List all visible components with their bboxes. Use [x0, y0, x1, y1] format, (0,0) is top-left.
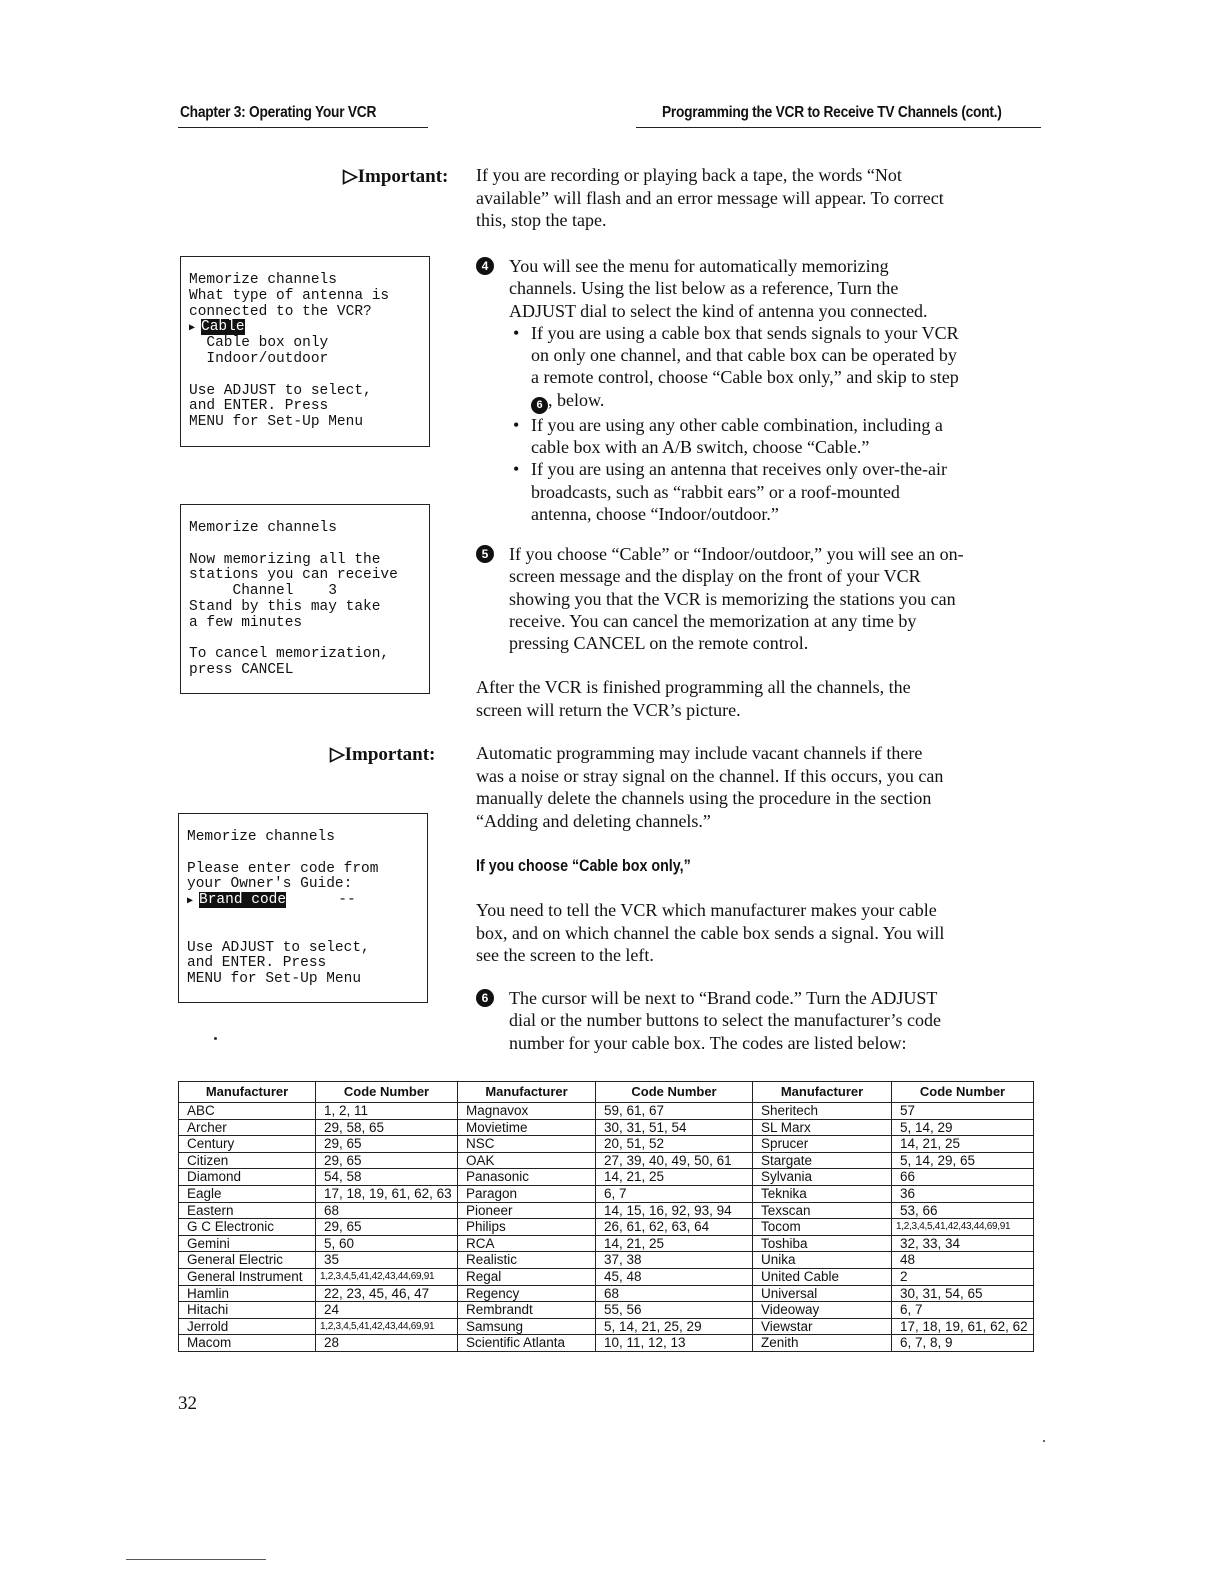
manufacturer-cell: Movietime [458, 1119, 596, 1136]
screen-text: MENU for Set-Up Menu [187, 971, 362, 988]
step-4 [476, 255, 1046, 525]
manufacturer-cell: Archer [179, 1119, 316, 1136]
manufacturer-cell: Zenith [753, 1335, 892, 1352]
text-line: • If you are using an antenna that receives only over-the-air [531, 459, 947, 480]
step-number-badge: 5 [476, 545, 494, 563]
step-ref-badge: 6 [531, 397, 548, 414]
code-number-cell: 5, 14, 21, 25, 29 [596, 1318, 753, 1335]
code-number-cell: 36 [892, 1185, 1034, 1202]
column-header: Code Number [892, 1082, 1034, 1103]
table-row [179, 1219, 1034, 1236]
screen-text: press CANCEL [189, 662, 294, 679]
manufacturer-cell: Citizen [179, 1152, 316, 1169]
text-line: manually delete the channels using the procedure in the section [476, 788, 932, 808]
brand-code-field[interactable] [187, 893, 427, 909]
manufacturer-cell: Teknika [753, 1185, 892, 1202]
manufacturer-cell: Magnavox [458, 1103, 596, 1120]
screen-text: a few minutes [189, 614, 303, 631]
table-row [179, 1119, 1034, 1136]
menu-option[interactable] [189, 352, 429, 368]
manufacturer-cell: Toshiba [753, 1235, 892, 1252]
manufacturer-cell: Jerrold [179, 1318, 316, 1335]
step-5 [476, 543, 1046, 654]
text-line: dial or the number buttons to select the manufacturer’s code [509, 1010, 942, 1031]
code-number-cell: 6, 7, 8, 9 [892, 1335, 1034, 1352]
code-number-cell: 26, 61, 62, 63, 64 [596, 1219, 753, 1236]
code-number-cell: 22, 23, 45, 46, 47 [316, 1285, 458, 1302]
manufacturer-cell: Unika [753, 1252, 892, 1269]
code-number-cell: 53, 66 [892, 1202, 1034, 1219]
code-number-cell: 5, 60 [316, 1235, 458, 1252]
code-number-cell: 45, 48 [596, 1268, 753, 1285]
table-row [179, 1252, 1034, 1269]
manufacturer-cell: Regal [458, 1268, 596, 1285]
important-note [476, 742, 1046, 832]
channel-readout: Channel 3 [189, 583, 337, 600]
text-line: this, stop the tape. [476, 210, 607, 230]
code-number-cell: 6, 7 [892, 1302, 1034, 1319]
code-number-cell: 30, 31, 54, 65 [892, 1285, 1034, 1302]
screen-text: and ENTER. Press [187, 955, 327, 972]
column-header: Manufacturer [179, 1082, 316, 1103]
code-number-cell: 1,2,3,4,5,41,42,43,44,69,91 [892, 1219, 1034, 1236]
text-line: available” will flash and an error message will appear. To correct [476, 187, 944, 208]
manufacturer-cell: Gemini [179, 1235, 316, 1252]
code-number-cell: 48 [892, 1252, 1034, 1269]
text-line: a remote control, choose “Cable box only,” and skip to step [531, 367, 959, 388]
text-line: Automatic programming may include vacant channels if there [476, 743, 923, 763]
tv-screen-brand-code [178, 813, 428, 1003]
page-number: 32 [178, 1393, 197, 1414]
manufacturer-cell: Diamond [179, 1169, 316, 1186]
cursor-arrow-icon: ▶ [187, 896, 200, 908]
code-number-cell: 14, 21, 25 [892, 1136, 1034, 1153]
text-line: broadcasts, such as “rabbit ears” or a roof-mounted [531, 481, 900, 502]
step-number-badge: 6 [476, 989, 494, 1007]
chapter-title: Chapter 3: Operating Your VCR [180, 104, 377, 121]
code-number-cell: 68 [316, 1202, 458, 1219]
manufacturer-cell: NSC [458, 1136, 596, 1153]
table-row [179, 1169, 1034, 1186]
screen-text: MENU for Set-Up Menu [189, 414, 364, 431]
menu-option[interactable] [189, 336, 429, 352]
screen-title: Memorize channels [189, 272, 337, 288]
text-line: channels. Using the list below as a reference, Turn the [509, 278, 899, 299]
code-number-cell: 6, 7 [596, 1185, 753, 1202]
text-line: see the screen to the left. [476, 945, 654, 965]
column-header: Manufacturer [458, 1082, 596, 1103]
important-label: ▷Important: [343, 166, 449, 187]
important-label: ▷Important: [330, 744, 436, 765]
column-header: Code Number [596, 1082, 753, 1103]
code-number-cell: 1,2,3,4,5,41,42,43,44,69,91 [316, 1268, 458, 1285]
code-number-cell: 29, 58, 65 [316, 1119, 458, 1136]
code-number-cell: 29, 65 [316, 1136, 458, 1153]
bullet-item [531, 322, 1046, 414]
screen-text: Now memorizing all the [189, 551, 381, 568]
step-number-badge: 4 [476, 257, 494, 275]
code-number-cell: 29, 65 [316, 1152, 458, 1169]
manufacturer-cell: SL Marx [753, 1119, 892, 1136]
manufacturer-cell: RCA [458, 1235, 596, 1252]
menu-option-label: Cable [201, 319, 245, 336]
code-number-cell: 28 [316, 1335, 458, 1352]
code-number-cell: 32, 33, 34 [892, 1235, 1034, 1252]
code-number-cell: 29, 65 [316, 1219, 458, 1236]
table-row [179, 1318, 1034, 1335]
manufacturer-cell: General Instrument [179, 1268, 316, 1285]
manufacturer-cell: Realistic [458, 1252, 596, 1269]
bottom-link-underline [126, 1559, 266, 1560]
cursor-arrow-icon: ▶ [189, 323, 202, 335]
text-line: cable box with an A/B switch, choose “Cable.” [531, 437, 870, 458]
menu-option-label: Indoor/outdoor [206, 350, 329, 367]
table-row [179, 1103, 1034, 1120]
table-row [179, 1185, 1034, 1202]
step-6 [476, 987, 1046, 1054]
text-line: receive. You can cancel the memorization at any time by [509, 610, 917, 631]
menu-option-label: Cable box only [206, 335, 329, 352]
manufacturer-cell: United Cable [753, 1268, 892, 1285]
table-row [179, 1285, 1034, 1302]
code-number-cell: 10, 11, 12, 13 [596, 1335, 753, 1352]
manufacturer-cell: Century [179, 1136, 316, 1153]
manufacturer-cell: Regency [458, 1285, 596, 1302]
tv-screen-antenna-type [180, 256, 430, 447]
text-line: pressing CANCEL on the remote control. [509, 633, 809, 654]
header-rule-left [178, 127, 428, 128]
code-number-cell: 54, 58 [316, 1169, 458, 1186]
manufacturer-cell: General Electric [179, 1252, 316, 1269]
table-row [179, 1268, 1034, 1285]
manufacturer-cell: Sheritech [753, 1103, 892, 1120]
text-line: was a noise or stray signal on the channel. If this occurs, you can [476, 765, 944, 786]
manufacturer-cell: Stargate [753, 1152, 892, 1169]
manufacturer-cell: Paragon [458, 1185, 596, 1202]
cable-box-paragraph [476, 899, 1046, 967]
code-number-cell: 27, 39, 40, 49, 50, 61 [596, 1152, 753, 1169]
scan-speck [214, 1037, 217, 1040]
menu-option-selected[interactable] [189, 320, 429, 336]
manufacturer-cell: Macom [179, 1335, 316, 1352]
manufacturer-cell: Panasonic [458, 1169, 596, 1186]
after-paragraph [476, 676, 1046, 721]
code-number-cell: 1,2,3,4,5,41,42,43,44,69,91 [316, 1318, 458, 1335]
screen-text: Stand by this may take [189, 598, 381, 615]
table-row [179, 1152, 1034, 1169]
text-line: screen will return the VCR’s picture. [476, 699, 741, 720]
screen-text: your Owner's Guide: [187, 876, 353, 893]
code-number-cell: 57 [892, 1103, 1034, 1120]
text-line: The cursor will be next to “Brand code.” Turn the ADJUST [509, 988, 938, 1008]
screen-text: Please enter code from [187, 860, 379, 877]
code-number-cell: 66 [892, 1169, 1034, 1186]
text-line: You will see the menu for automatically memorizing [509, 256, 889, 276]
text-line: antenna, choose “Indoor/outdoor.” [531, 503, 779, 524]
subheading-cable-box-only: If you choose “Cable box only,” [476, 856, 691, 875]
code-number-cell: 14, 21, 25 [596, 1235, 753, 1252]
header-rule-right [636, 127, 1041, 128]
manufacturer-cell: Pioneer [458, 1202, 596, 1219]
manufacturer-cell: Scientific Atlanta [458, 1335, 596, 1352]
table-row [179, 1202, 1034, 1219]
text-line: “Adding and deleting channels.” [476, 810, 711, 831]
text-line: You need to tell the VCR which manufacturer makes your cable [476, 900, 937, 920]
text-line: 6 , below. [531, 389, 1046, 414]
code-number-cell: 24 [316, 1302, 458, 1319]
manufacturer-cell: G C Electronic [179, 1219, 316, 1236]
manufacturer-cell: Eagle [179, 1185, 316, 1202]
screen-title: Memorize channels [187, 829, 335, 845]
code-number-cell: 14, 15, 16, 92, 93, 94 [596, 1202, 753, 1219]
manufacturer-cell: Videoway [753, 1302, 892, 1319]
brand-code-label: Brand code [199, 892, 287, 909]
code-number-cell: 1, 2, 11 [316, 1103, 458, 1120]
code-number-cell: 5, 14, 29, 65 [892, 1152, 1034, 1169]
manufacturer-cell: Sylvania [753, 1169, 892, 1186]
code-number-cell: 17, 18, 19, 61, 62, 62 [892, 1318, 1034, 1335]
text-line: • If you are using a cable box that sends signals to your VCR [531, 322, 959, 343]
manufacturer-cell: Texscan [753, 1202, 892, 1219]
code-number-cell: 55, 56 [596, 1302, 753, 1319]
text-line: If you are recording or playing back a tape, the words “Not [476, 165, 902, 185]
table-header-row [179, 1082, 1034, 1103]
code-number-cell: 14, 21, 25 [596, 1169, 753, 1186]
scan-speck [1043, 1440, 1045, 1442]
code-number-cell: 20, 51, 52 [596, 1136, 753, 1153]
section-title: Programming the VCR to Receive TV Channels (cont.) [662, 104, 1002, 121]
manufacturer-cell: Samsung [458, 1318, 596, 1335]
manufacturer-cell: ABC [179, 1103, 316, 1120]
brand-code-value: -- [338, 892, 356, 909]
bullet-item [531, 414, 1046, 459]
manufacturer-cell: Philips [458, 1219, 596, 1236]
screen-text: To cancel memorization, [189, 646, 390, 663]
table-row [179, 1335, 1034, 1352]
text-line: After the VCR is finished programming all the channels, the [476, 677, 911, 697]
important-note [476, 164, 1046, 232]
screen-text: connected to the VCR? [189, 303, 372, 320]
text-line: ADJUST dial to select the kind of antenna you connected. [509, 300, 928, 321]
column-header: Manufacturer [753, 1082, 892, 1103]
code-number-cell: 30, 31, 51, 54 [596, 1119, 753, 1136]
table-row [179, 1235, 1034, 1252]
manufacturer-cell: Eastern [179, 1202, 316, 1219]
screen-text: Use ADJUST to select, [187, 939, 370, 956]
manufacturer-cell: Rembrandt [458, 1302, 596, 1319]
text-line: • If you are using any other cable combination, including a [531, 414, 943, 435]
screen-title: Memorize channels [189, 520, 337, 536]
manufacturer-cell: Hitachi [179, 1302, 316, 1319]
code-number-cell: 17, 18, 19, 61, 62, 63 [316, 1185, 458, 1202]
table-row [179, 1302, 1034, 1319]
manufacturer-cell: Sprucer [753, 1136, 892, 1153]
manufacturer-cell: OAK [458, 1152, 596, 1169]
text-line: showing you that the VCR is memorizing the stations you can [509, 588, 956, 609]
text-line: screen message and the display on the front of your VCR [509, 566, 921, 587]
code-number-cell: 5, 14, 29 [892, 1119, 1034, 1136]
text-line: If you choose “Cable” or “Indoor/outdoor,” you will see an on- [509, 544, 964, 564]
screen-text: stations you can receive [189, 567, 398, 584]
text-line: on only one channel, and that cable box can be operated by [531, 345, 957, 366]
text-line: box, and on which channel the cable box sends a signal. You will [476, 922, 945, 943]
text-line: number for your cable box. The codes are listed below: [509, 1032, 907, 1053]
code-number-cell: 35 [316, 1252, 458, 1269]
code-number-cell: 37, 38 [596, 1252, 753, 1269]
screen-text: Use ADJUST to select, [189, 382, 372, 399]
manufacturer-cell: Universal [753, 1285, 892, 1302]
code-number-cell: 68 [596, 1285, 753, 1302]
column-header: Code Number [316, 1082, 458, 1103]
manufacturer-cell: Hamlin [179, 1285, 316, 1302]
screen-text: What type of antenna is [189, 287, 390, 304]
bullet-item [531, 458, 1046, 525]
code-number-cell: 59, 61, 67 [596, 1103, 753, 1120]
screen-text: and ENTER. Press [189, 398, 329, 415]
tv-screen-memorizing [180, 504, 430, 694]
manufacturer-cell: Tocom [753, 1219, 892, 1236]
manufacturer-cell: Viewstar [753, 1318, 892, 1335]
table-row [179, 1136, 1034, 1153]
code-number-cell: 2 [892, 1268, 1034, 1285]
cable-box-code-table [178, 1081, 1034, 1352]
